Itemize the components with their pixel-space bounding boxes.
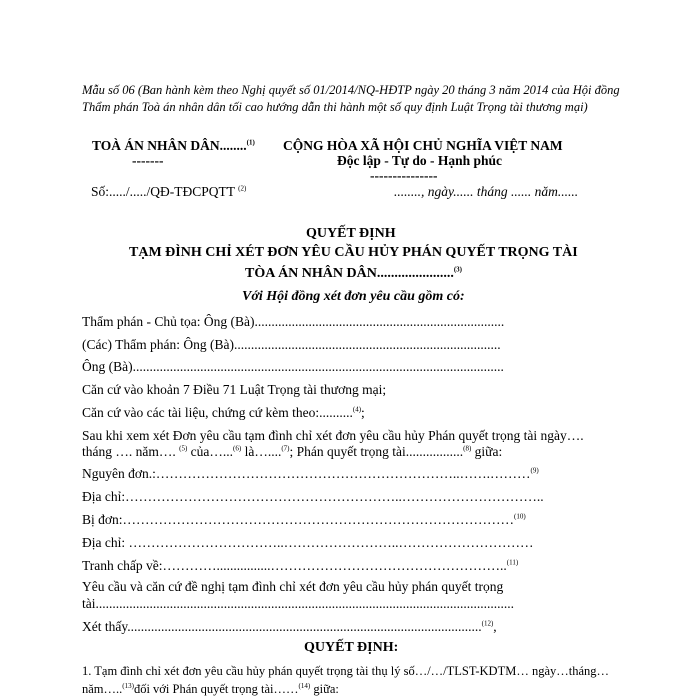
person-line: Ông (Bà)..............................................................................................................	[82, 359, 504, 374]
title-court	[245, 266, 462, 282]
defendant-address-line: Địa chỉ: ……………………………..……………………..…………………………	[82, 535, 534, 550]
documents-end: ;	[361, 405, 365, 420]
request-line-2: tài............................................................................................................................	[82, 596, 514, 611]
dispute-line	[82, 558, 518, 574]
decision-heading: QUYẾT ĐỊNH:	[304, 640, 399, 655]
documents-footnote: (4)	[352, 405, 362, 414]
council-heading: Với Hội đồng xét đơn yêu cầu gồm có:	[242, 289, 465, 304]
number-footnote: (2)	[238, 184, 247, 193]
court-name-text: TOÀ ÁN NHÂN DÂN........	[92, 138, 247, 153]
plaintiff-address-line: Địa chỉ:……………………………………………………..…………………………..	[82, 489, 544, 504]
place-date: ........, ngày...... tháng ...... năm......	[394, 184, 579, 199]
footnote-7: (7)	[281, 444, 290, 453]
footnote-14: (14)	[298, 681, 311, 690]
review-date: tháng …. năm….	[82, 444, 176, 459]
request-line-1: Yêu cầu và căn cứ đề nghị tạm đình chỉ xét đơn yêu cầu hủy phán quyết trọng	[82, 579, 504, 594]
decision-number	[91, 184, 246, 200]
footnote-8: (8)	[463, 444, 472, 453]
court-footnote: (1)	[246, 138, 255, 147]
finding-end: ,	[493, 619, 497, 634]
title-decision: QUYẾT ĐỊNH	[306, 226, 396, 241]
plaintiff-line	[82, 466, 539, 482]
footnote-13: (13)	[122, 681, 134, 690]
dispute-footnote: (11)	[506, 558, 519, 567]
title-court-footnote: (3)	[453, 265, 463, 274]
defendant-text: Bị đơn:……………………………………………………………………………	[82, 512, 515, 527]
decision-award: đối với Phán quyết trọng tài……	[133, 682, 299, 696]
national-title: CỘNG HÒA XÃ HỘI CHỦ NGHĨA VIỆT NAM	[283, 138, 563, 153]
legal-basis-line: Căn cứ vào khoản 7 Điều 71 Luật Trọng tài thương mại;	[82, 382, 387, 397]
footnote-5: (5)	[179, 444, 188, 453]
plaintiff-footnote: (9)	[530, 466, 539, 475]
title-court-text: TÒA ÁN NHÂN DÂN......................	[245, 266, 454, 281]
documents-basis-text: Căn cứ vào các tài liệu, chứng cứ kèm theo:..........	[82, 405, 353, 420]
motto-dashes: ---------------	[370, 168, 438, 183]
decision-item-1-line-2	[82, 682, 339, 697]
national-motto: Độc lập - Tự do - Hạnh phúc	[337, 153, 503, 168]
dispute-text: Tranh chấp về:…………................……………………………………………..	[82, 558, 507, 573]
court-dashes: -------	[132, 153, 164, 168]
documents-basis-line	[82, 405, 365, 421]
judge-chair-line: Thẩm phán - Chủ tọa: Ông (Bà)..........................................................................	[82, 314, 505, 329]
review-line-1: Sau khi xem xét Đơn yêu cầu tạm đình chỉ xét đơn yêu cầu hủy Phán quyết trọng tài ngày….	[82, 428, 584, 443]
title-subject: TẠM ĐÌNH CHỈ XÉT ĐƠN YÊU CẦU HỦY PHÁN QUYẾT TRỌNG TÀI	[129, 245, 578, 260]
decision-item-1-line-1: 1. Tạm đình chỉ xét đơn yêu cầu hủy phán quyết trọng tài thụ lý số…/…/TLST-KDTM… ngày…tháng…	[82, 664, 610, 678]
review-award: ; Phán quyết trọng tài.................	[289, 444, 464, 459]
review-of: của…...	[187, 444, 234, 459]
review-between: giữa:	[471, 444, 503, 459]
finding-text: Xét thấy.........................................................................................................	[82, 619, 482, 634]
review-is: là…....	[241, 444, 282, 459]
finding-footnote: (12)	[481, 619, 494, 628]
court-name	[92, 138, 255, 154]
decision-between: giữa:	[310, 682, 339, 696]
decision-number-text: Số:...../...../QĐ-TĐCPQTT	[91, 184, 235, 199]
footnote-6: (6)	[233, 444, 242, 453]
form-note: Mẫu số 06 (Ban hành kèm theo Nghị quyết số 01/2014/NQ-HĐTP ngày 20 tháng 3 năm 2014 của Hội đồng Thẩm phán Toà án nhân dân tối cao hướng dẫn thi hành một số quy định Luật Trọng tài thương mại)	[82, 83, 620, 114]
plaintiff-text: Nguyên đơn.:…………………………………………………………..…….………	[82, 466, 531, 481]
decision-year: năm…..	[82, 682, 123, 696]
finding-line	[82, 619, 497, 635]
defendant-line	[82, 512, 526, 528]
judges-line: (Các) Thẩm phán: Ông (Bà)...............................................................................	[82, 337, 501, 352]
review-line-2	[82, 444, 502, 460]
defendant-footnote: (10)	[514, 512, 526, 521]
